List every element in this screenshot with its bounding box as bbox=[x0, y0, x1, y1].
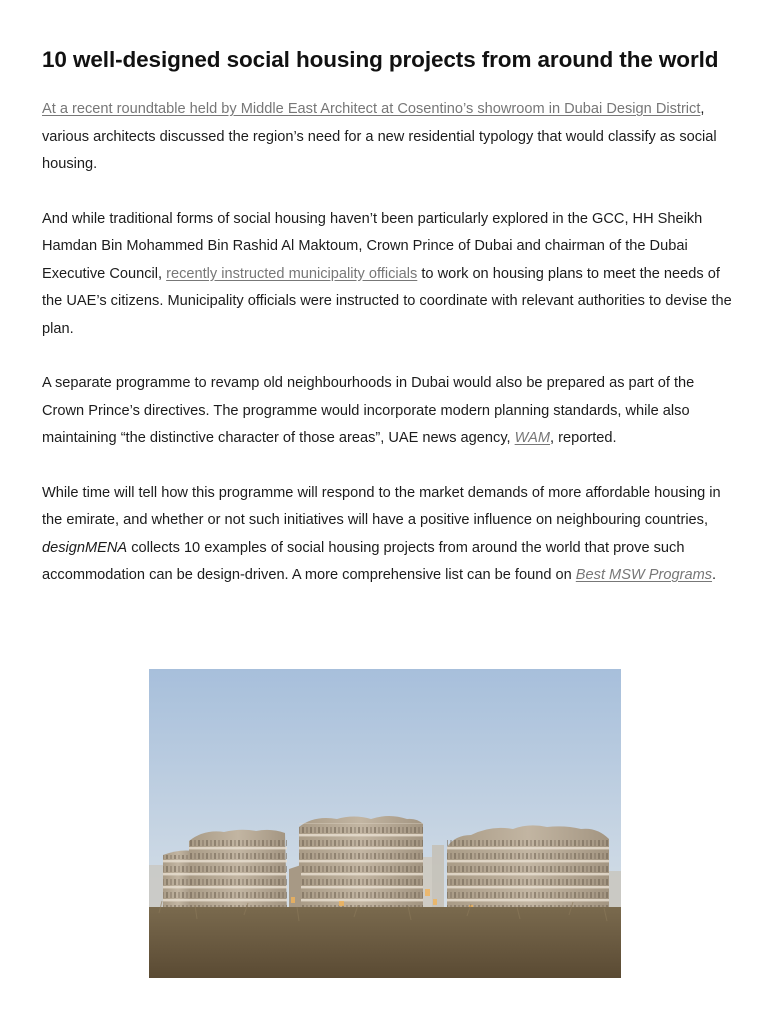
paragraph-programme bbox=[42, 370, 732, 453]
article-title: 10 well-designed social housing projects from around the world bbox=[42, 47, 719, 72]
housing-photo bbox=[149, 669, 621, 978]
paragraph-programme-after: , reported. bbox=[550, 430, 617, 446]
best-msw-programs-link-text: Best MSW Programs bbox=[575, 567, 713, 583]
paragraph-examples bbox=[42, 480, 732, 590]
wam-link[interactable] bbox=[515, 430, 550, 446]
article bbox=[42, 42, 732, 590]
paragraph-intro bbox=[42, 96, 732, 179]
paragraph-crown-prince bbox=[42, 206, 732, 344]
municipality-officials-link[interactable]: recently instructed municipality officials bbox=[166, 265, 418, 282]
designmena-brand: designMENA bbox=[42, 539, 128, 556]
paragraph-examples-before: While time will tell how this programme will respond to the market demands of more affordable housing in the emirate, and whether or not such initiatives will have a positive influence on neighbouring countries, bbox=[42, 484, 721, 528]
paragraph-programme-before: A separate programme to revamp old neighbourhoods in Dubai would also be prepared as part of the Crown Prince’s directives. The programme would incorporate modern planning standards, while also maintaining “the distinctive character of those areas”, UAE news agency, bbox=[42, 375, 695, 446]
best-msw-programs-link[interactable] bbox=[576, 567, 712, 583]
paragraph-examples-middle: collects 10 examples of social housing projects from around the world that prove such accommodation can be design-driven. A more comprehensive list can be found on bbox=[42, 539, 685, 583]
building-center bbox=[289, 816, 423, 915]
paragraph-intro-text: , various architects discussed the region’s need for a new residential typology that would classify as social housing. bbox=[42, 101, 717, 172]
paragraph-examples-after: . bbox=[712, 567, 717, 583]
dry-grass-field bbox=[149, 907, 621, 978]
housing-photo-illustration bbox=[149, 669, 621, 978]
paragraph-crown-prince-after: to work on housing plans to meet the needs of the UAE’s citizens. Municipality officials were instructed to coordinate with relevant authorities to devise the plan. bbox=[42, 265, 732, 337]
paragraph-crown-prince-before: And while traditional forms of social housing haven’t been particularly explored in the GCC, HH Sheikh Hamdan Bin Mohammed Bin Rashid Al Maktoum, Crown Prince of Dubai and chairman of the Dubai Executive Council, bbox=[42, 210, 703, 282]
roundtable-link[interactable]: At a recent roundtable held by Middle East Architect at Cosentino’s showroom in Dubai Design District bbox=[42, 101, 701, 117]
wam-link-text: WAM bbox=[514, 430, 551, 446]
building-right bbox=[447, 825, 609, 915]
